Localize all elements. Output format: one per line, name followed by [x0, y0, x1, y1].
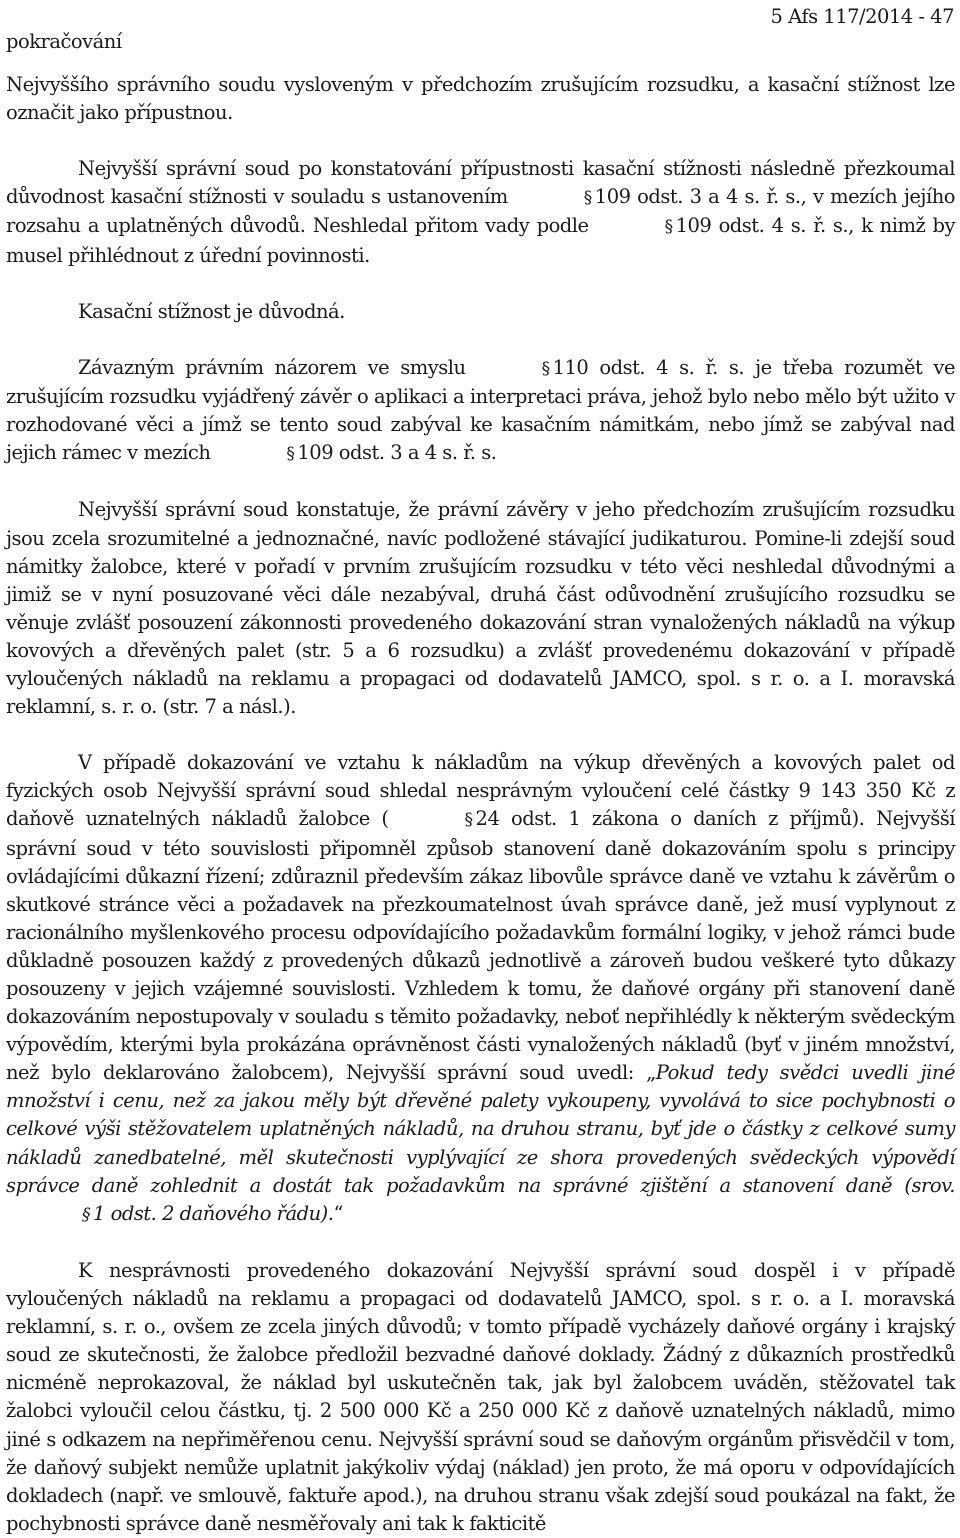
- section-symbol: §: [664, 217, 673, 238]
- paragraph-1: Nejvyššího správního soudu vysloveným v předchozím zrušujícím rozsudku, a kasační stížnost lze označit jako přípustnou.: [6, 73, 955, 125]
- section-symbol: §: [286, 444, 295, 465]
- case-number: 5 Afs 117/2014 - 47: [770, 5, 954, 28]
- page-header: [6, 4, 954, 52]
- paragraph-3: Kasační stížnost je důvodná.: [78, 299, 345, 323]
- paragraph-4: Závazným právním názorem ve smyslu § 110 odst. 4 s. ř. s. je třeba rozumět ve zrušujícím rozsudku vyjádřený závěr o aplikaci a interpretaci práva, jehož bylo nebo mělo být užito v rozhodované věci a jímž se tento soud zabýval ke kasačním námitkám, nebo jímž se zabýval nad jejich rámec v mezích § 109 odst. 3 a 4 s. ř. s.: [6, 354, 955, 468]
- quoted-judgment: Pokud tedy svědci uvedli jiné množství i cenu, než za jakou měly být dřevěné palety vykoupeny, vyvolává to sice pochybnosti o celkové výši stěžovatelem uplatněných nákladů, na druhou stranu, byť jde o částky z celkové sumy nákladů zanedbatelné, měl skutečnosti vyplývající ze shora provedených svědeckých výpovědí správce daně zohlednit a dostát tak požadavkům na správné zjištění a stanovení daně (srov.: [6, 1061, 955, 1197]
- paragraph-5: Nejvyšší správní soud konstatuje, že právní závěry v jeho předchozím zrušujícím rozsudku jsou zcela srozumitelné a jednoznačné, navíc podložené stávající judikaturou. Pomine-li zdejší soud námitky žalobce, které v pořadí v prvním zrušujícím rozsudku v této věci neshledal důvodnými a jimiž se v nyní posuzované věci dále nezabýval, druhá část odůvodnění zrušujícího rozsudku se věnuje zvlášť posouzení zákonnosti provedeného dokazování stran vynaložených nákladů na výkup kovových a dřevěných palet (str. 5 a 6 rozsudku) a zvlášť provedenému dokazování v případě vyloučených nákladů na reklamu a propagaci od dodavatelů JAMCO, spol. s r. o. a I. moravská reklamní, s. r. o. (str. 7 a násl.).: [6, 498, 955, 719]
- section-symbol: §: [82, 1204, 90, 1225]
- continuation-label: pokračování: [6, 30, 122, 53]
- paragraph-6: V případě dokazování ve vztahu k nákladům na výkup dřevěných a kovových palet od fyzických osob Nejvyšší správní soud shledal nesprávným vyloučení celé částky 9 143 350 Kč z daňově uznatelných nákladů žalobce ( § 24 odst. 1 zákona o daních z příjmů). Nejvyšší správní soud v této souvislosti připomněl způsob stanovení daně dokazováním spolu s principy ovládajícími důkazní řízení; zdůraznil především zákaz libovůle správce daně ve vztahu k závěrům o skutkové stránce věci a požadavek na přezkoumatelnost úvah správce daně, jež musí vyplynout z racionálního myšlenkového procesu odpovídajícího požadavkům formální logiky, v jehož rámci bude důkladně posouzen každý z provedených důkazů jednotlivě a zároveň budou veškeré tyto důkazy posouzeny v jejich vzájemné souvislosti. Vzhledem k tomu, že daňové orgány při stanovení daně dokazováním nepostupovaly v souladu s těmito požadavky, neboť nepřihlédly k některým svědeckým výpovědím, kterými byla prokázána oprávněnost části vynaložených nákladů (byť v jiném množství, než bylo deklarováno žalobcem), Nejvyšší správní soud uvedl: „Pokud tedy svědci uvedli jiné množství i cenu, než za jakou měly být dřevěné palety vykoupeny, vyvolává to sice pochybnosti o celkové výši stěžovatelem uplatněných nákladů, na druhou stranu, byť jde o částky z celkové sumy nákladů zanedbatelné, měl skutečnosti vyplývající ze shora provedených svědeckých výpovědí správce daně zohlednit a dostát tak požadavkům na správné zjištění a stanovení daně (srov.§ 1 odst. 2 daňového řádu).“: [6, 749, 955, 1229]
- paragraph-7: K nesprávnosti provedeného dokazování Nejvyšší správní soud dospěl i v případě vyloučených nákladů na reklamu a propagaci od dodavatelů JAMCO, spol. s r. o. a I. moravská reklamní, s. r. o., ovšem ze zcela jiných důvodů; v tomto případě vycházely daňové orgány i krajský soud ze skutečnosti, že žalobce předložil bezvadné daňové doklady. Žádný z důkazních prostředků nicméně neprokazoval, že náklad byl uskutečněn tak, jak byl žalobcem uváděn, stěžovatel tak žalobci vyloučil celou částku, tj. 2 500 000 Kč a 250 000 Kč z daňově uznatelných nákladů, mimo jiné s odkazem na nepřiměřenou cenu. Nejvyšší správní soud se daňovým orgánům přisvědčil v tom, že daňový subjekt nemůže uplatnit jakýkoliv výdaj (náklad) jen proto, že má oporu v odpovídajících dokladech (např. ve smlouvě, faktuře apod.), na druhou stranu však zdejší soud poukázal na fakt, že pochybnosti správce daně nesměřovaly ani tak k fakticitě: [6, 1258, 955, 1535]
- section-symbol: §: [541, 358, 550, 379]
- document-body: [6, 71, 955, 1538]
- section-symbol: §: [583, 188, 592, 209]
- section-symbol: §: [464, 810, 473, 831]
- paragraph-2: Nejvyšší správní soud po konstatování přípustnosti kasační stížnosti následně přezkoumal důvodnost kasační stížnosti v souladu s ustanovením § 109 odst. 3 a 4 s. ř. s., v mezích jejího rozsahu a uplatněných důvodů. Neshledal přitom vady podle § 109 odst. 4 s. ř. s., k nimž by musel přihlédnout z úřední povinnosti.: [6, 157, 956, 267]
